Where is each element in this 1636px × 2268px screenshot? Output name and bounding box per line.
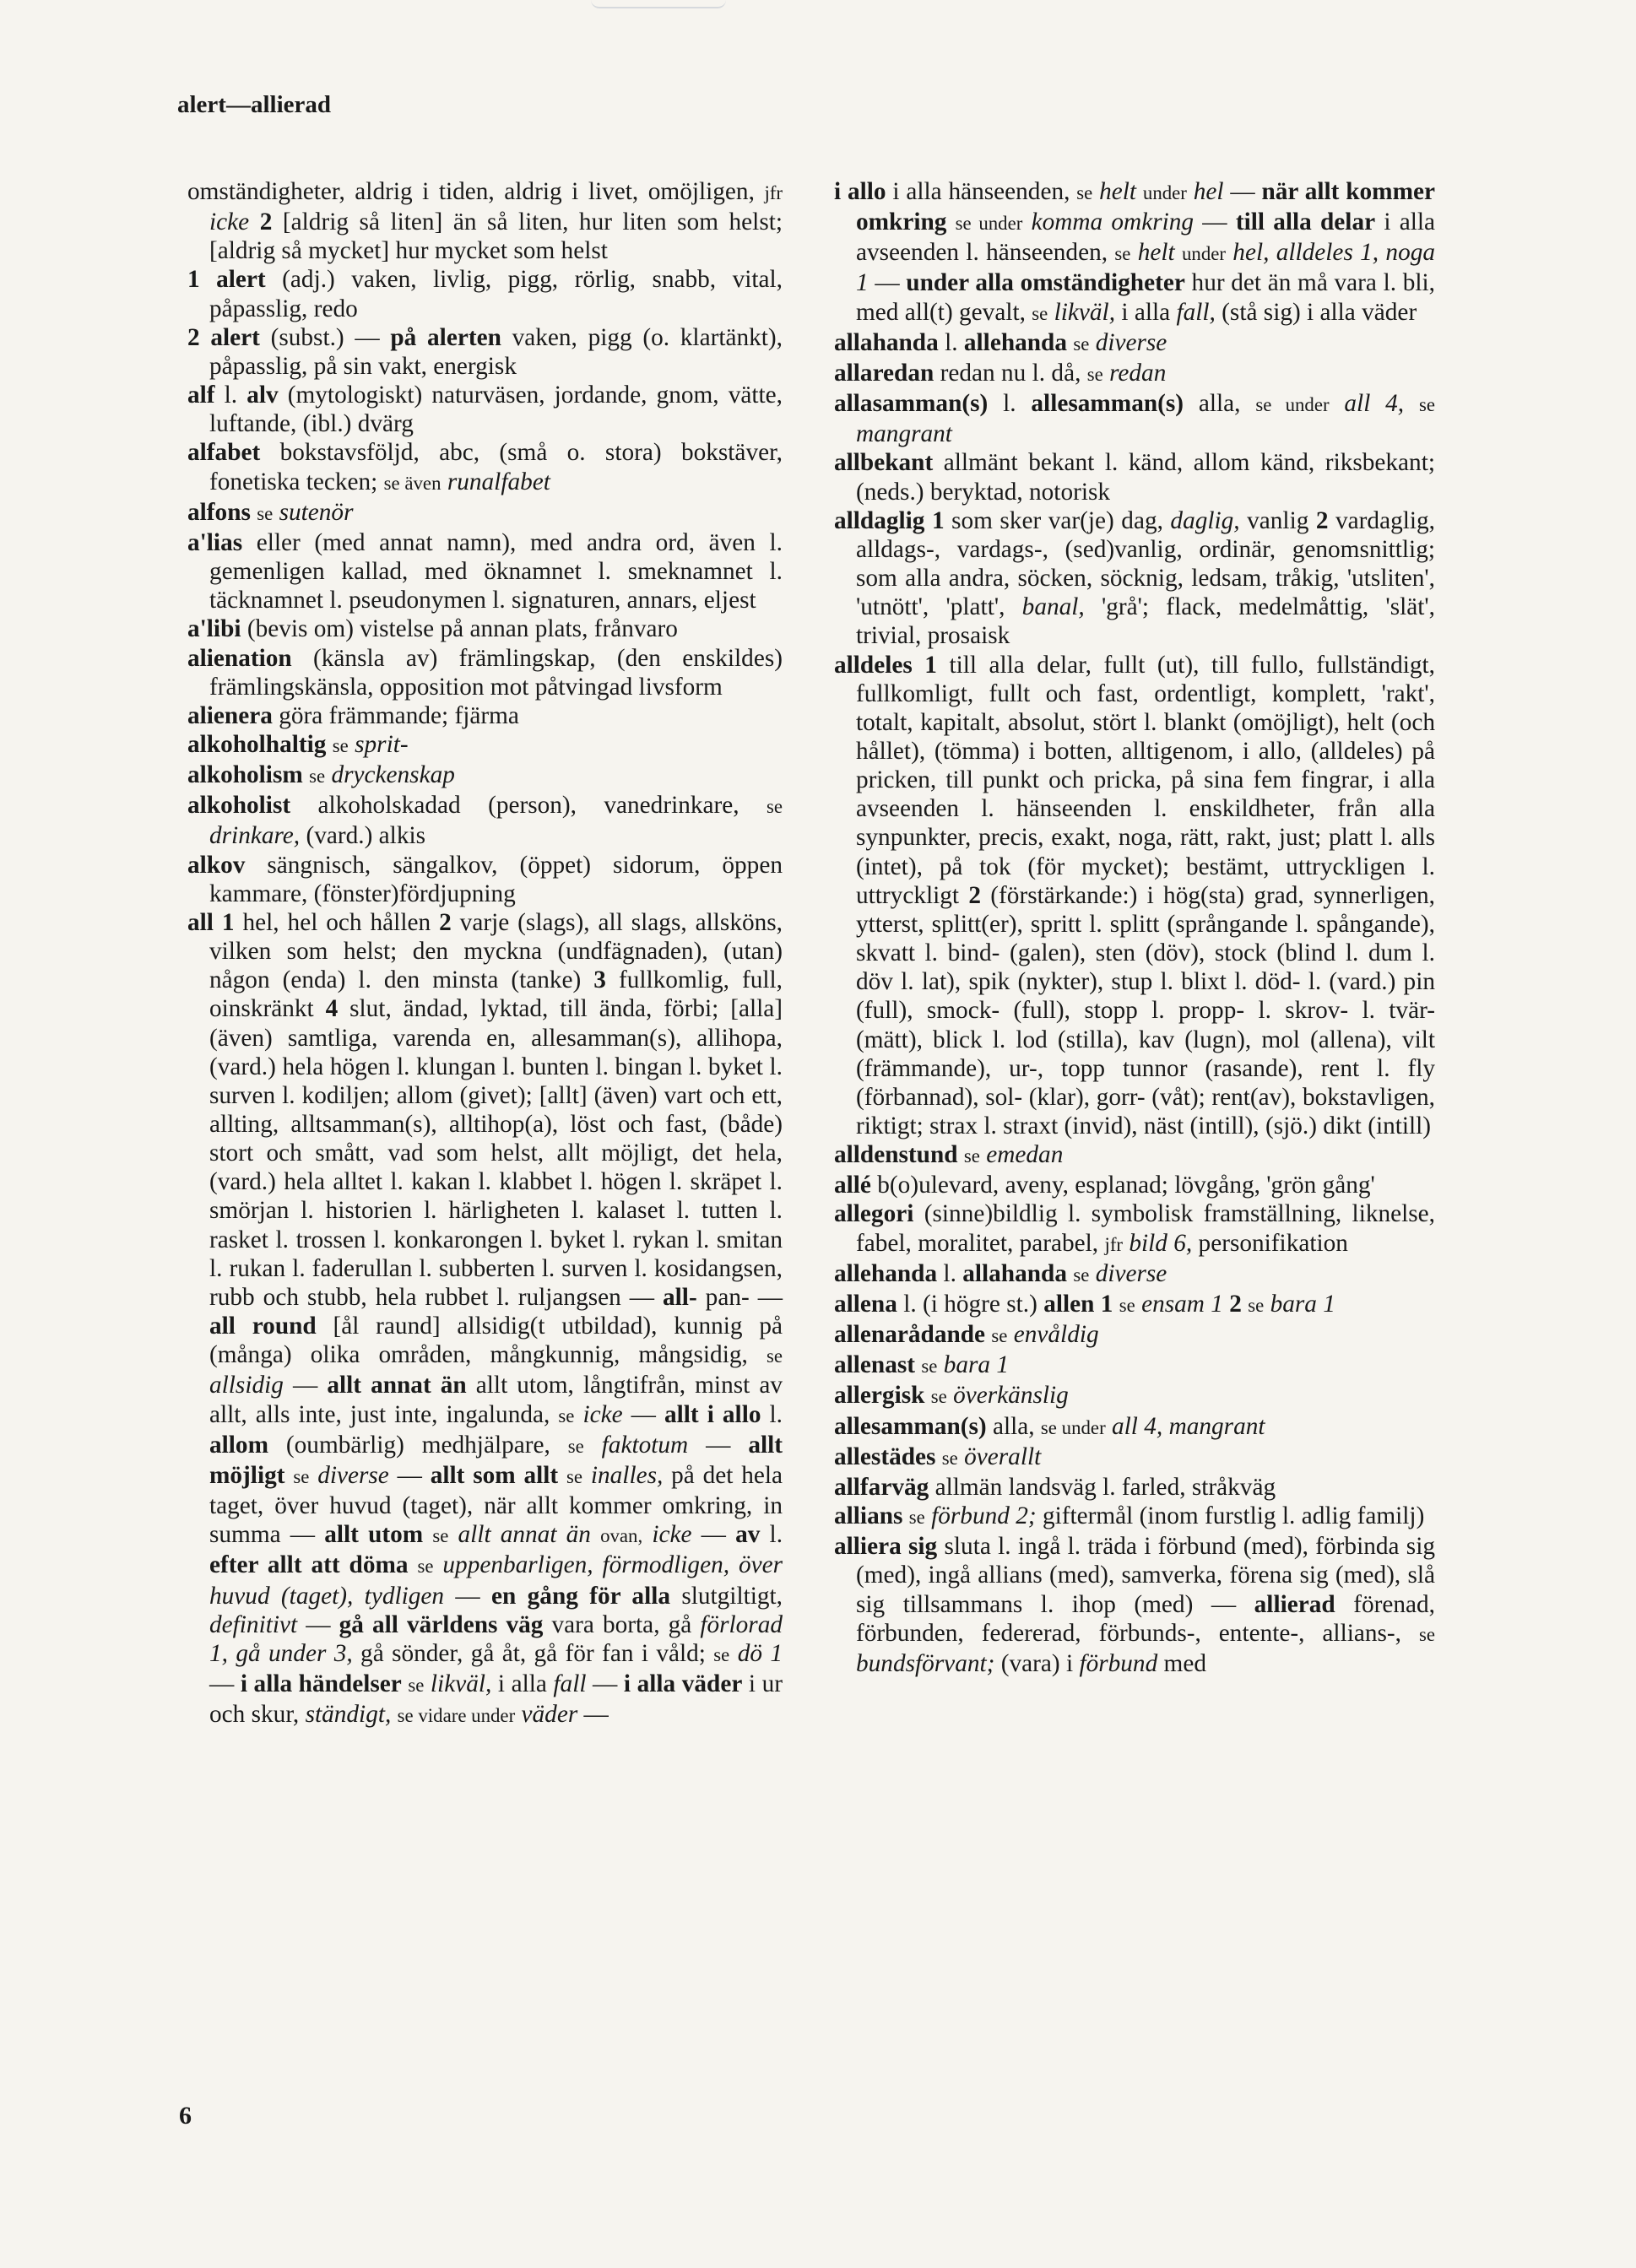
dictionary-entry: allergisk se överkänslig (834, 1382, 1069, 1410)
dictionary-entry: a'lias eller (med annat namn), med andra ord, även l. gemenligen kallad, med öknamnet l. smeknamnet l. täcknamnet l. pseudonymen l. signaturen, annars, eljest (187, 528, 783, 614)
left-column (187, 177, 783, 1730)
dictionary-entry: allasamman(s) l. allesamman(s) alla, se under all 4, se mangrant (834, 390, 1435, 448)
dictionary-entry: allbekant allmänt bekant l. känd, allom känd, riksbekant; (neds.) beryktad, notorisk (834, 449, 1435, 506)
dictionary-entry: alliera sig sluta l. ingå l. träda i förbund (med), förbinda sig (med), ingå allians (med), samverka, förena sig (med), slå sig tillsammans l. ihop (med) — allierad förenad, förbunden, federerad, förbunds-, entente-, allians-, se bundsförvant; (vara) i förbund med (834, 1533, 1435, 1677)
dictionary-entry: alkov sängnisch, sängalkov, (öppet) sidorum, öppen kammare, (fönster)fördjupning (187, 851, 783, 907)
page-number: 6 (179, 2102, 192, 2130)
dictionary-entry: a'libi (bevis om) vistelse på annan plats, frånvaro (187, 615, 678, 643)
dictionary-entry: alkoholhaltig se sprit- (187, 730, 409, 758)
dictionary-entry: allena l. (i högre st.) allen 1 se ensam 1 2 se bara 1 (834, 1290, 1335, 1318)
dictionary-entry: alldeles 1 till alla delar, fullt (ut), till fullo, fullständigt, fullkomligt, fullt och fast, ordentligt, komplett, 'rakt', totalt, kapitalt, absolut, stört l. blankt (omöjligt), helt (och hållet), (tömma) i botten, alltigenom, i allo, (alldeles) på pricken, till punkt och pricka, på sina fem fingrar, i alla avseenden l. hänseenden l. enskildheter, från alla synpunkter, precis, exakt, noga, rätt, rakt, just; platt l. alls (intet), på tok (för mycket); bestämt, uttryckligen l. uttryckligt 2 (förstärkande:) i hög(sta) grad, synnerligen, ytterst, splitt(er), spritt l. splitt (språngande l. spångande), skvatt l. bind- (galen), sten (döv), stock (blind l. dum l. döv l. lat), spik (nykter), stup l. blixt l. död- l. (vard.) pin (full), smock- (full), stopp l. propp- l. skrov- l. tvär- (mätt), blick l. lod (stilla), kav (lugn), mol (allena), vilt (främmande), ur-, topp tunnor (rasande), rent l. fly (förbannad), sol- (klar), gorr- (våt); rent(av), bokstavligen, riktigt; strax l. straxt (invid), näst (intill), (sjö.) dikt (intill) (834, 651, 1435, 1139)
dictionary-entry: allaredan redan nu l. då, se redan (834, 359, 1167, 387)
dictionary-entry: alfabet bokstavsföljd, abc, (små o. stora) bokstäver, fonetiska tecken; se även runalfabet (187, 439, 783, 495)
dictionary-entry: alkoholism se dryckenskap (187, 761, 455, 789)
dictionary-entry: omständigheter, aldrig i tiden, aldrig i livet, omöjligen, jfr icke 2 [aldrig så liten] än så liten, hur liten som helst; [aldrig så mycket] hur mycket som helst (187, 178, 783, 265)
dictionary-entry: allestädes se överallt (834, 1443, 1042, 1470)
dictionary-entry: allenast se bara 1 (834, 1351, 1010, 1379)
dictionary-entry: alkoholist alkoholskadad (person), vanedrinkare, se drinkare, (vard.) alkis (187, 792, 783, 850)
dictionary-entry: alienation (känsla av) främlingskap, (den enskildes) främlingskänsla, opposition mot påtvingad livsform (187, 644, 783, 701)
dictionary-entry: allehanda l. allahanda se diverse (834, 1259, 1167, 1287)
dictionary-entry: 2 alert (subst.) — på alerten vaken, pigg (o. klartänkt), påpasslig, på sin vakt, energisk (187, 323, 783, 380)
dictionary-entry: alldaglig 1 som sker var(je) dag, daglig, vanlig 2 vardaglig, alldags-, vardags-, (sed)vanlig, ordinär, genomsnittlig; som alla andra, söcken, söcknig, ledsam, tråkig, 'utsliten', 'utnött', 'platt', banal, 'grå'; flack, medelmåttig, 'slät', trivial, prosaisk (834, 506, 1435, 650)
dictionary-entry: 1 alert (adj.) vaken, livlig, pigg, rörlig, snabb, vital, påpasslig, redo (187, 266, 783, 322)
dictionary-entry: allenarådande se envåldig (834, 1321, 1099, 1349)
scan-edge-mark (591, 0, 726, 8)
dictionary-entry: allegori (sinne)bildlig l. symbolisk framställning, liknelse, fabel, moralitet, parabel, jfr bild 6, personifikation (834, 1200, 1435, 1257)
dictionary-entry: allahanda l. allehanda se diverse (834, 328, 1167, 356)
dictionary-entry: allfarväg allmän landsväg l. farled, stråkväg (834, 1473, 1276, 1501)
dictionary-entry: allesamman(s) alla, se under all 4, mangrant (834, 1412, 1265, 1440)
dictionary-entry: allé b(o)ulevard, aveny, esplanad; lövgång, 'grön gång' (834, 1172, 1375, 1199)
dictionary-entry: alienera göra främmande; fjärma (187, 701, 519, 729)
dictionary-entry: all 1 hel, hel och hållen 2 varje (slags), all slags, allsköns, vilken som helst; den myckna (undfägnaden), (utan) någon (enda) l. den minsta (tanke) 3 fullkomlig, full, oinskränkt 4 slut, ändad, lyktad, till ända, förbi; [alla] (även) samtliga, varenda en, allesamman(s), allihopa, (vard.) hela högen l. klungan l. bunten l. bingan l. byket l. surven l. kodiljen; allom (givet); [allt] (även) vart och ett, allting, alltsamman(s), alltihop(a), löst och fast, (både) stort och smått, vad som helst, allt möjligt, det hela, (vard.) hela alltet l. kakan l. klabbet l. högen l. skräpet l. smörjan l. historien l. härligheten l. kalaset l. tutten l. rasket l. trossen l. konkarongen l. byket l. rykan l. smitan l. rukan l. faderullan l. subberten l. surven l. kosidangsen, rubb och stubb, hela rubbet l. ruljangsen — all- pan- — all round [ål raund] allsidig(t utbildad), kunnig på (många) olika områden, mångkunnig, mångsidig, se allsidig — allt annat än allt utom, långtifrån, minst av allt, alls inte, just inte, ingalunda, se icke — allt i allo l. allom (oumbärlig) medhjälpare, se faktotum — allt möjligt se diverse — allt som allt se inalles, på det hela taget, över huvud (taget), när allt kommer omkring, in summa — allt utom se allt annat än ovan, icke — av l. efter allt att döma se uppenbarligen, förmodligen, över huvud (taget), tydligen — en gång för alla slutgiltigt, definitivt — gå all världens väg vara borta, gå förlorad 1, gå under 3, gå sönder, gå åt, gå för fan i våld; se dö 1 — i alla händelser se likväl, i alla fall — i alla väder i ur och skur, ständigt, se vidare under väder — (187, 908, 783, 1729)
dictionary-entry: alfons se sutenör (187, 498, 354, 526)
dictionary-entry: alldenstund se emedan (834, 1141, 1064, 1169)
dictionary-entry: allians se förbund 2; giftermål (inom furstlig l. adlig familj) (834, 1502, 1425, 1530)
right-column (834, 177, 1435, 1678)
dictionary-entry: alf l. alv (mytologiskt) naturväsen, jordande, gnom, vätte, luftande, (ibl.) dvärg (187, 382, 783, 438)
running-head: alert—allierad (177, 91, 332, 118)
dictionary-entry: i allo i alla hänseenden, se helt under hel — när allt kommer omkring se under komma omkring — till alla delar i alla avseenden l. hänseenden, se helt under hel, alldeles 1, noga 1 — under alla omständigheter hur det än må vara l. bli, med all(t) gevalt, se likväl, i alla fall, (stå sig) i alla väder (834, 178, 1436, 326)
